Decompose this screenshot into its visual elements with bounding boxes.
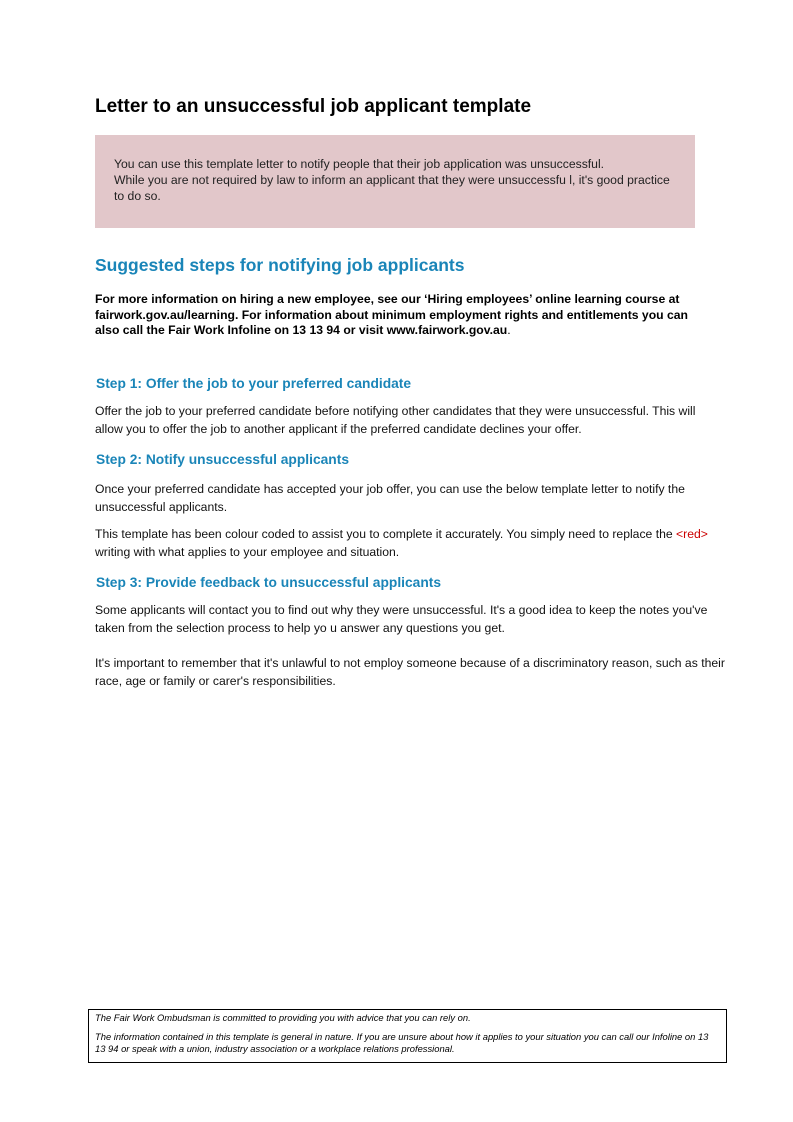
red-tag-label: <red>: [676, 527, 708, 541]
intro-callout: [95, 135, 695, 228]
step2-paragraph-2-start: This template has been colour coded to assist you to complete it accurately. You simply need to replace the: [95, 527, 677, 541]
step2-heading: Step 2: Notify unsuccessful applicants: [96, 452, 349, 467]
intro-line-1: You can use this template letter to notify people that their job application was unsuccessful.: [114, 157, 605, 171]
section-heading: Suggested steps for notifying job applicants: [95, 255, 465, 275]
step2-paragraph-1: Once your preferred candidate has accepted your job offer, you can use the below template letter to notify the unsuccessful applicants.: [95, 482, 685, 514]
step2-paragraph-2-end: writing with what applies to your employee and situation.: [95, 545, 400, 559]
document-title: Letter to an unsuccessful job applicant template: [95, 96, 532, 117]
step3-heading: Step 3: Provide feedback to unsuccessful applicants: [96, 575, 442, 590]
footer-disclaimer: [88, 1009, 727, 1063]
footer-line-2: The information contained in this template is general in nature. If you are unsure about how it applies to your situation you can call our Infoline on 13 13 94 or speak with a union, industry association or a workplace relations professional.: [95, 1031, 709, 1054]
more-info-paragraph: [95, 292, 715, 339]
footer-line-1: The Fair Work Ombudsman is committed to providing you with advice that you can rely on.: [95, 1012, 471, 1023]
step2-paragraph-2: [95, 525, 725, 561]
more-info-text: For more information on hiring a new employee, see our ‘Hiring employees’ online learning course at fairwork.gov.au/learning. For information about minimum employment rights and entitlements you can also call the Fair Work Infoline on 13 13 94 or visit www.fairwork.gov.au: [95, 292, 688, 337]
step3-paragraph-2: It's important to remember that it's unlawful to not employ someone because of a discriminatory reason, such as their race, age or family or carer's responsibilities.: [95, 656, 725, 688]
more-info-end: .: [507, 323, 511, 337]
step1-paragraph: Offer the job to your preferred candidate before notifying other candidates that they were unsuccessful. This will allow you to offer the job to another applicant if the preferred candidate declines your offer.: [95, 404, 696, 436]
intro-line-2: While you are not required by law to inform an applicant that they were unsuccessfu l, it's good practice to do so.: [114, 173, 670, 203]
step3-paragraph-1: Some applicants will contact you to find out why they were unsuccessful. It's a good idea to keep the notes you've taken from the selection process to help yo u answer any questions you get.: [95, 603, 708, 635]
step1-heading: Step 1: Offer the job to your preferred candidate: [96, 376, 412, 391]
